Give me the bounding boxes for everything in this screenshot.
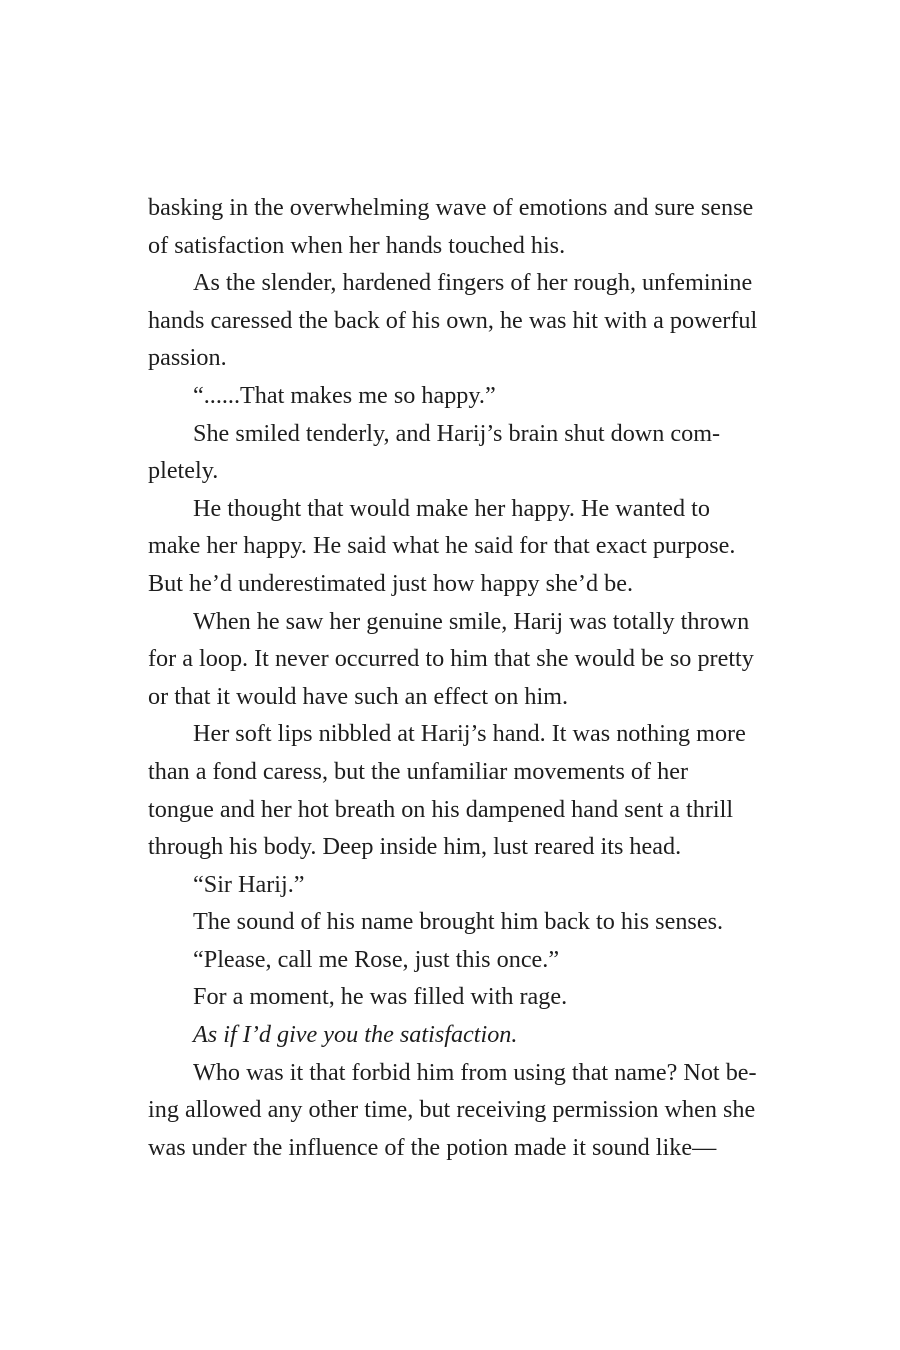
- text-line: The sound of his name brought him back to his senses.: [193, 908, 724, 936]
- text-line: But he’d underestimated just how happy she’d be.: [148, 569, 633, 597]
- text-line: for a loop. It never occurred to him that she would be so pretty: [148, 645, 754, 673]
- text-line: “Sir Harij.”: [193, 870, 305, 898]
- text-line: She smiled tenderly, and Harij’s brain shut down com-: [193, 419, 721, 447]
- text-line: Her soft lips nibbled at Harij’s hand. It was nothing more: [193, 720, 746, 748]
- text-line: through his body. Deep inside him, lust reared its head.: [148, 833, 682, 861]
- text-line: ing allowed any other time, but receiving permission when she: [148, 1096, 756, 1124]
- text-line: or that it would have such an effect on him.: [148, 682, 569, 710]
- text-line: basking in the overwhelming wave of emotions and sure sense: [148, 194, 754, 221]
- text-line: “......That makes me so happy.”: [193, 381, 496, 409]
- text-line: of satisfaction when her hands touched his.: [148, 231, 566, 259]
- text-line: Who was it that forbid him from using that name? Not be-: [193, 1058, 757, 1086]
- text-line: He thought that would make her happy. He wanted to: [193, 494, 710, 522]
- book-page-text: [148, 189, 798, 1166]
- text-line: hands caressed the back of his own, he was hit with a powerful: [148, 306, 758, 334]
- text-line: than a fond caress, but the unfamiliar movements of her: [148, 757, 689, 785]
- text-line: passion.: [148, 344, 227, 372]
- text-line: pletely.: [148, 457, 219, 485]
- text-line: “Please, call me Rose, just this once.”: [193, 945, 560, 973]
- text-line: make her happy. He said what he said for that exact purpose.: [148, 532, 736, 560]
- text-line: When he saw her genuine smile, Harij was totally thrown: [193, 607, 750, 635]
- italic-thought-line: As if I’d give you the satisfaction.: [193, 1021, 518, 1049]
- text-line: As the slender, hardened fingers of her rough, unfeminine: [193, 269, 753, 297]
- text-line: tongue and her hot breath on his dampened hand sent a thrill: [148, 795, 734, 823]
- text-line: was under the influence of the potion made it sound like—: [148, 1133, 717, 1161]
- text-line: For a moment, he was filled with rage.: [193, 983, 568, 1011]
